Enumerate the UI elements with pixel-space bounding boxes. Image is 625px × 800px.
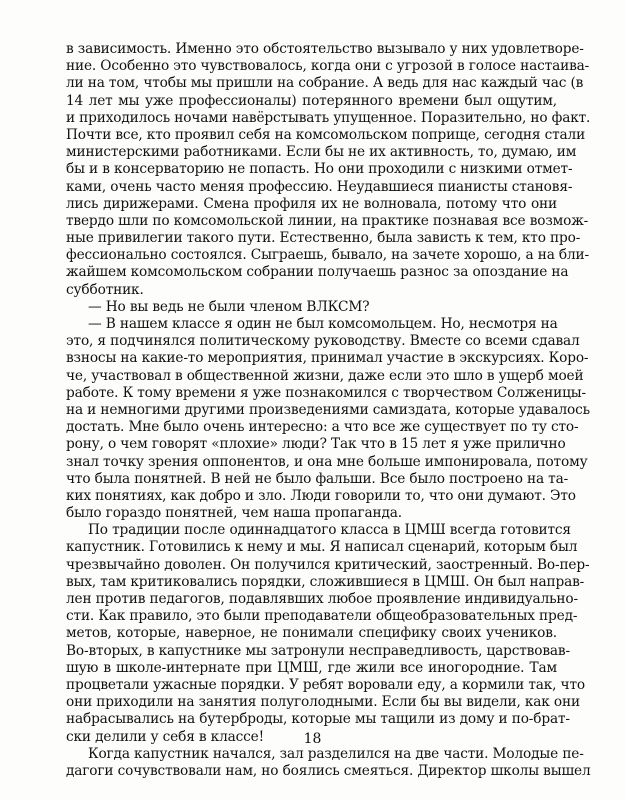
text-line: вых, там критиковались порядки, сложившиеся в ЦМШ. Он был направ- [66,573,585,590]
text-line: ких понятиях, как добро и зло. Люди говорили то, что они думают. Это [66,487,576,504]
page-number: 18 [303,731,322,747]
text-line: твердо шли по комсомольской линии, на практике познавая все возмож- [66,212,589,229]
text-line: достать. Мне было очень интересно: а что все же существует по ту сто- [66,419,579,436]
text-line: По традиции после одиннадцатого класса в ЦМШ всегда готовится [88,522,571,539]
text-line: — Но вы ведь не были членом ВЛКСМ? [88,298,370,315]
text-line: Когда капустник начался, зал разделился на две части. Молодые пе- [88,745,584,762]
text-line: работе. К тому времени я уже познакомился с творчеством Солженицы- [66,384,586,401]
text-line: знал точку зрения оппонентов, и она мне больше импонировала, потому [66,453,588,470]
text-line: метов, которые, наверное, не понимали специфику своих учеников. [66,625,557,642]
text-line: ли на том, чтобы мы пришли на собрание. А ведь для нас каждый час (в [66,75,584,92]
text-line: ние. Особенно это чувствовалось, когда они с угрозой в голосе настаива- [66,58,590,75]
text-line: министерскими работниками. Если бы не их активность, то, думаю, им [66,144,577,161]
text-line: процветали ужасные порядки. У ребят воровали еду, а кормили так, что [66,676,585,693]
text-line: че, участвовал в общественной жизни, даже если это шло в ущерб моей [66,367,584,384]
text-line: ками, очень часто меняя профессию. Неудавшиеся пианисты становя- [66,178,573,195]
text-line: ные привилегии такого пути. Естественно, была зависть к тем, кто про- [66,230,581,247]
text-line: субботник. [66,281,144,298]
text-line: шую в школе-интернате при ЦМШ, где жили все иногородние. Там [66,659,557,676]
text-line: сти. Как правило, это были преподаватели общеобразовательных пред- [66,608,578,625]
text-line: жайшем комсомольском собрании получаешь разнос за опоздание на [66,264,569,281]
text-line: дагоги сочувствовали нам, но боялись смеяться. Директор школы вышел [66,762,591,779]
text-line: Во-вторых, в капустнике мы затронули несправедливость, царствовав- [66,642,570,659]
text-line: бы и в консерваторию не попасть. Но они проходили с низкими отмет- [66,161,573,178]
text-line: взносы на какие-то мероприятия, принимал участие в экскурсиях. Коро- [66,350,589,367]
text-line: — В нашем классе я один не был комсомольцем. Но, несмотря на [88,316,558,332]
text-line: лен против педагогов, подавлявших любое проявление индивидуально- [66,591,578,607]
text-line: Почти все, кто проявил себя на комсомольском поприще, сегодня стали [66,126,586,143]
text-line: в зависимость. Именно это обстоятельство вызывало у них удовлетворе- [66,41,584,57]
body-text [66,41,591,780]
text-line: капустник. Готовились к нему и мы. Я написал сценарий, которым был [66,539,578,556]
text-line: лись дирижерами. Смена профиля их не волновала, потому что они [66,195,557,212]
text-line: фессионально состоялся. Сыграешь, бывало, на зачете хорошо, а на бли- [66,247,589,264]
text-line: и приходилось ночами навёрстывать упущенное. Поразительно, но факт. [66,109,591,126]
text-line: было гораздо понятней, чем наша пропаганда. [66,505,402,522]
text-line: ски делили у себя в классе! [66,728,264,745]
text-line: они приходили на занятия полуголодными. Если бы вы видели, как они [66,694,580,711]
text-line: что была понятней. В ней не было фальши. Все было построено на та- [66,470,569,487]
text-line: набрасывались на бутерброды, которые мы тащили из дому и по-брат- [66,711,570,728]
text-line: чрезвычайно доволен. Он получился критический, заостренный. Во-пер- [66,556,590,573]
text-line: рону, о чем говорят «плохие» люди? Так что в 15 лет я уже прилично [66,436,566,453]
text-line: 14 лет мы уже профессионалы) потерянного времени был ощутим, [66,92,557,109]
text-line: на и немногими другими произведениями самиздата, которые удавалось [66,401,590,418]
text-line: это, я подчинялся политическому руководству. Вместе со всеми сдавал [66,333,580,350]
